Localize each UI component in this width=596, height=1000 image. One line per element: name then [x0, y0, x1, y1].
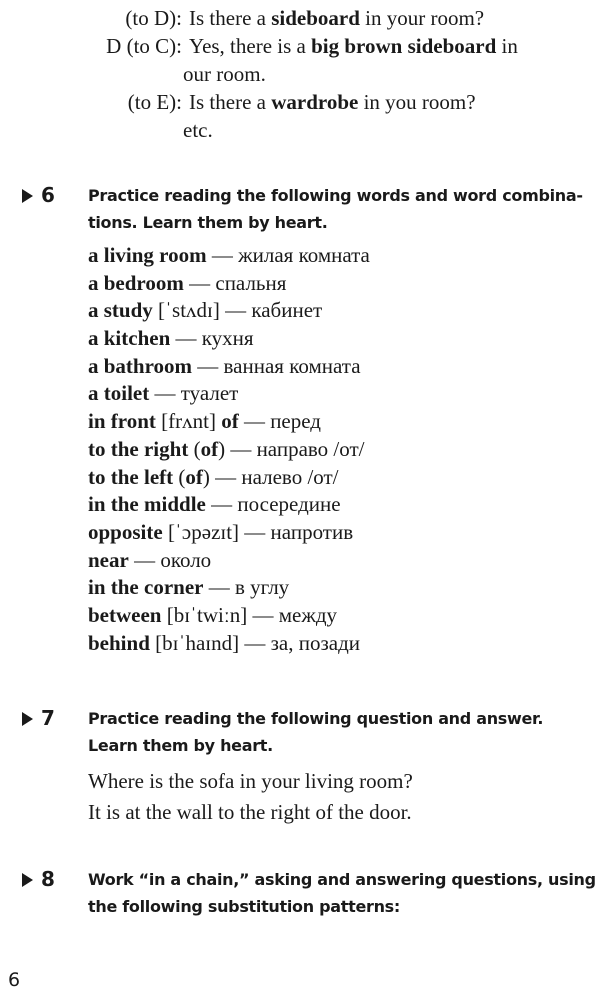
question-answer-block [88, 766, 588, 828]
exercise-8-marker [22, 866, 55, 893]
instruction-line: the following substitution patterns: [88, 897, 401, 916]
instruction-line: Practice reading the following words and word combina- [88, 186, 583, 205]
exercise-number: 8 [41, 867, 55, 891]
vocabulary-translation: ) — направо /от/ [218, 436, 365, 461]
vocabulary-term: in front [88, 409, 156, 434]
dialogue-speaker: (to D): [125, 6, 182, 30]
vocabulary-entry [88, 242, 588, 270]
dialogue-segment: in [496, 34, 518, 58]
vocabulary-translation: — туалет [149, 381, 239, 406]
dialogue-text: our room. [183, 62, 266, 86]
instruction-line: Practice reading the following question and answer. [88, 709, 544, 728]
vocabulary-term: in the corner [88, 575, 204, 600]
dialogue-line [0, 32, 596, 60]
vocabulary-entry [88, 353, 588, 381]
vocabulary-entry [88, 325, 588, 353]
vocabulary-term: of [221, 409, 239, 434]
dialogue-keyword: big brown sideboard [311, 34, 497, 58]
dialogue-segment: Is there a [189, 90, 272, 114]
dialogue-keyword: sideboard [271, 6, 360, 30]
exercise-6-heading [22, 182, 582, 238]
vocabulary-term: of [185, 464, 203, 489]
vocabulary-entry [88, 630, 588, 658]
vocabulary-translation: — около [128, 547, 212, 572]
vocabulary-term: a living room [88, 243, 207, 267]
vocabulary-translation: — в углу [203, 575, 290, 600]
vocabulary-entry [88, 547, 588, 575]
exercise-number: 7 [41, 706, 55, 730]
vocabulary-entry [88, 519, 588, 547]
question-text: Where is the sofa in your living room? [88, 769, 413, 793]
vocabulary-term: in the middle [88, 492, 206, 517]
vocabulary-translation: — ванная комната [192, 353, 361, 378]
dialogue-block [0, 4, 596, 144]
dialogue-text: etc. [183, 118, 213, 142]
instruction-line: Learn them by heart. [88, 736, 273, 755]
vocabulary-term: opposite [88, 519, 163, 544]
exercise-7-marker [22, 705, 55, 732]
instruction-line: Work “in a chain,” asking and answering questions, using [88, 870, 596, 889]
vocabulary-entry [88, 408, 588, 436]
vocabulary-translation: [frʌnt] [155, 409, 222, 434]
triangle-bullet-icon [22, 189, 33, 203]
vocabulary-translation: — спальня [183, 270, 287, 295]
instruction-line: tions. Learn them by heart. [88, 213, 328, 232]
vocabulary-translation: — перед [238, 409, 321, 434]
page-number: 6 [8, 969, 21, 991]
vocabulary-translation: [ˈɔpəzɪt] — напротив [162, 519, 354, 544]
vocabulary-term: a bathroom [88, 353, 193, 378]
dialogue-speaker: (to E): [127, 90, 182, 114]
vocabulary-entry [88, 602, 588, 630]
dialogue-line [0, 60, 596, 88]
vocabulary-entry [88, 464, 588, 492]
exercise-7-heading [22, 705, 582, 761]
triangle-bullet-icon [22, 712, 33, 726]
vocabulary-entry [88, 270, 588, 298]
vocabulary-term: a kitchen [88, 326, 171, 351]
dialogue-text [189, 32, 518, 60]
vocabulary-translation: — посередине [205, 492, 341, 517]
vocabulary-term: a toilet [88, 381, 150, 406]
dialogue-text [189, 4, 484, 32]
vocabulary-term: to the left [88, 464, 174, 489]
vocabulary-term: a bedroom [88, 270, 184, 295]
vocabulary-translation: ) — налево /от/ [202, 464, 339, 489]
vocabulary-entry [88, 436, 588, 464]
dialogue-segment: in you room? [358, 90, 476, 114]
answer-text: It is at the wall to the right of the door. [88, 800, 412, 824]
vocabulary-list [88, 242, 588, 657]
triangle-bullet-icon [22, 873, 33, 887]
vocabulary-term: a study [88, 298, 153, 323]
vocabulary-term: behind [88, 630, 150, 655]
dialogue-line [0, 116, 596, 144]
dialogue-line [0, 4, 596, 32]
exercise-8-heading [22, 866, 596, 922]
vocabulary-term: between [88, 602, 162, 627]
vocabulary-entry [88, 380, 588, 408]
vocabulary-term: near [88, 547, 129, 572]
vocabulary-translation: — кухня [170, 326, 254, 351]
exercise-8-instruction [88, 866, 596, 920]
vocabulary-translation: ( [188, 436, 201, 461]
exercise-6-instruction [88, 182, 583, 236]
vocabulary-entry [88, 574, 588, 602]
exercise-6-marker [22, 182, 55, 209]
exercise-7-instruction [88, 705, 568, 759]
vocabulary-entry [88, 491, 588, 519]
vocabulary-translation: [ˈstʌdɪ] — кабинет [152, 298, 323, 323]
vocabulary-translation: [bɪˈhaɪnd] — за, позади [149, 630, 360, 655]
dialogue-line [0, 88, 596, 116]
dialogue-segment: Is there a [189, 6, 272, 30]
dialogue-segment: Yes, there is a [189, 34, 312, 58]
dialogue-speaker: D (to C): [106, 34, 182, 58]
dialogue-keyword: wardrobe [271, 90, 359, 114]
dialogue-text [189, 88, 476, 116]
dialogue-segment: in your room? [359, 6, 485, 30]
vocabulary-term: to the right [88, 436, 189, 461]
vocabulary-translation: — жилая комната [206, 243, 370, 267]
vocabulary-term: of [200, 436, 219, 461]
vocabulary-translation: ( [173, 464, 186, 489]
vocabulary-entry [88, 297, 588, 325]
exercise-number: 6 [41, 183, 55, 207]
vocabulary-translation: [bɪˈtwiːn] — между [161, 602, 338, 627]
